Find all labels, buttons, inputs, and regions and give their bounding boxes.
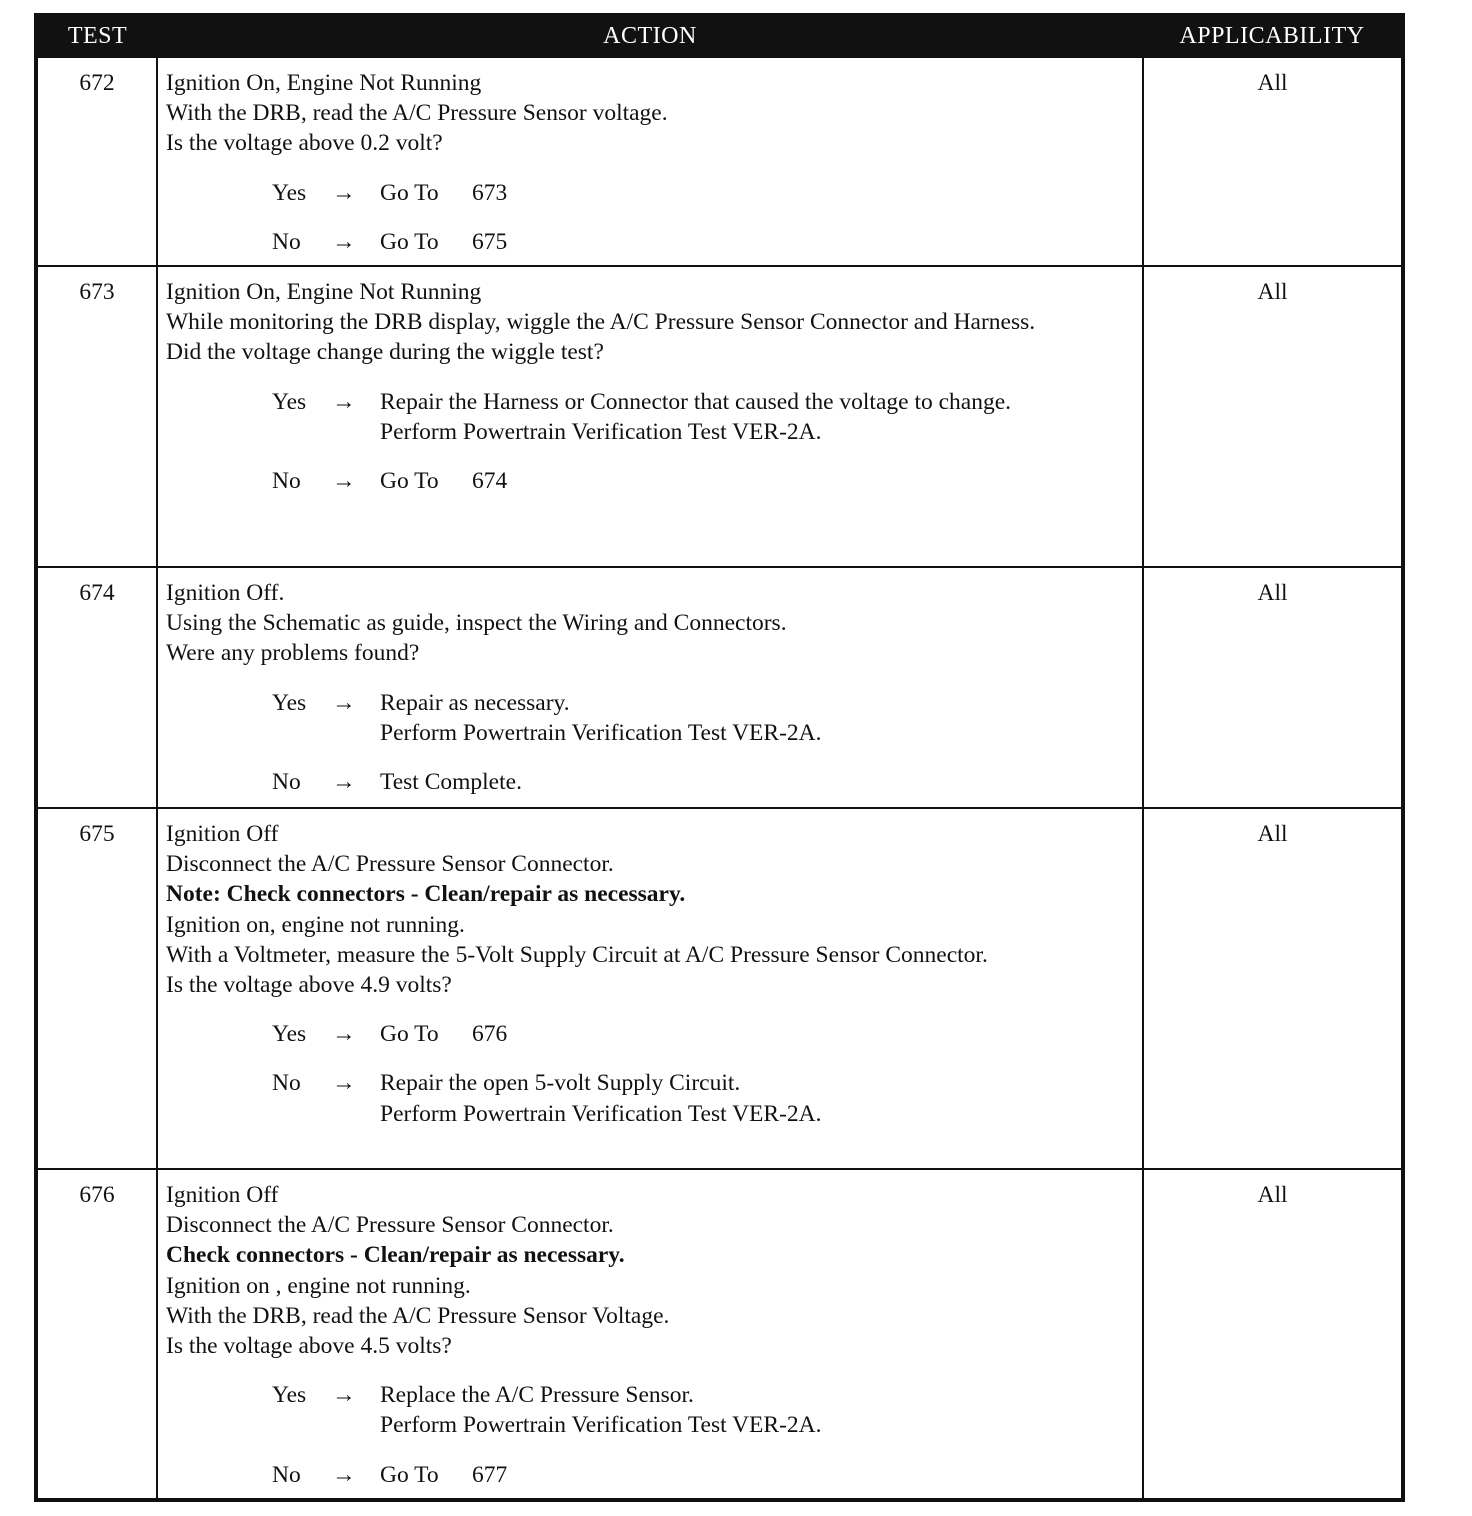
- note-line: Check connectors - Clean/repair as necessary.: [166, 1242, 625, 1269]
- action-line: Ignition Off: [166, 821, 279, 848]
- table-row: [36, 57, 1403, 266]
- test-number: 676: [36, 1169, 157, 1500]
- table-row: [36, 808, 1403, 1169]
- goto-value: 673: [472, 179, 508, 206]
- branch-text: Repair the open 5-volt Supply Circuit.: [380, 1070, 741, 1097]
- applicability-value: All: [1143, 808, 1403, 1169]
- branch-text: Perform Powertrain Verification Test VER-2A.: [380, 1100, 822, 1127]
- header-test: TEST: [36, 15, 157, 57]
- action-cell: [157, 266, 1143, 567]
- branch-no: [166, 1068, 1134, 1128]
- action-cell: [157, 808, 1143, 1169]
- branch-yes: [166, 688, 1134, 748]
- branch-answer: No: [272, 1461, 301, 1488]
- branch-yes: [166, 387, 1134, 447]
- branch-yes: [166, 1380, 1134, 1440]
- action-line: Is the voltage above 0.2 volt?: [166, 130, 443, 157]
- note-line: Note: Check connectors - Clean/repair as necessary.: [166, 881, 686, 908]
- branch-text: Perform Powertrain Verification Test VER-2A.: [380, 1412, 822, 1439]
- goto-target: [380, 178, 1134, 208]
- test-number: 672: [36, 57, 157, 266]
- goto-target: [380, 466, 1134, 496]
- action-line: Ignition Off.: [166, 580, 285, 607]
- table-row: [36, 567, 1403, 808]
- header-action: ACTION: [157, 15, 1143, 57]
- arrow-icon: →: [332, 1021, 356, 1048]
- branch-text: Perform Powertrain Verification Test VER-2A.: [380, 418, 822, 445]
- applicability-value: All: [1143, 57, 1403, 266]
- action-line: Did the voltage change during the wiggle test?: [166, 339, 604, 366]
- arrow-icon: →: [332, 388, 356, 415]
- action-line: Ignition on, engine not running.: [166, 911, 465, 938]
- applicability-value: All: [1143, 1169, 1403, 1500]
- branch-yes: [166, 1019, 1134, 1049]
- action-line: With the DRB, read the A/C Pressure Sensor voltage.: [166, 100, 668, 127]
- goto-label: Go To: [380, 1021, 439, 1048]
- branch-body: [380, 1380, 1134, 1440]
- branch-no: [166, 767, 1134, 797]
- branch-body: [380, 767, 1134, 797]
- branch-text: Test Complete.: [380, 769, 522, 796]
- action-cell: [157, 57, 1143, 266]
- branch-answer: No: [272, 228, 301, 255]
- arrow-icon: →: [332, 468, 356, 495]
- branch-no: [166, 466, 1134, 496]
- goto-label: Go To: [380, 1461, 439, 1488]
- action-cell: [157, 1169, 1143, 1500]
- table-row: [36, 266, 1403, 567]
- test-number: 674: [36, 567, 157, 808]
- goto-target: [380, 227, 1134, 257]
- branch-answer: No: [272, 1070, 301, 1097]
- branch-answer: No: [272, 468, 301, 495]
- arrow-icon: →: [332, 228, 356, 255]
- applicability-value: All: [1143, 567, 1403, 808]
- branch-text: Repair as necessary.: [380, 689, 570, 716]
- arrow-icon: →: [332, 179, 356, 206]
- arrow-icon: →: [332, 1382, 356, 1409]
- branch-answer: Yes: [272, 388, 307, 415]
- diagnostic-test-table: [34, 13, 1405, 1502]
- action-line: With the DRB, read the A/C Pressure Sensor Voltage.: [166, 1302, 670, 1329]
- branch-text: Repair the Harness or Connector that caused the voltage to change.: [380, 388, 1012, 415]
- table-header-row: [36, 15, 1403, 57]
- branch-body: [380, 1068, 1134, 1128]
- action-line: Ignition On, Engine Not Running: [166, 70, 482, 96]
- branch-answer: Yes: [272, 179, 307, 206]
- action-line: Is the voltage above 4.9 volts?: [166, 972, 452, 999]
- action-line: Using the Schematic as guide, inspect the Wiring and Connectors.: [166, 610, 787, 637]
- goto-value: 674: [472, 468, 508, 495]
- branch-answer: Yes: [272, 689, 307, 716]
- goto-value: 676: [472, 1021, 508, 1048]
- test-number: 673: [36, 266, 157, 567]
- arrow-icon: →: [332, 769, 356, 796]
- action-line: Disconnect the A/C Pressure Sensor Connector.: [166, 1212, 614, 1239]
- goto-value: 677: [472, 1461, 508, 1488]
- test-number: 675: [36, 808, 157, 1169]
- branch-text: Perform Powertrain Verification Test VER-2A.: [380, 719, 822, 746]
- action-cell: [157, 567, 1143, 808]
- applicability-value: All: [1143, 266, 1403, 567]
- action-line: Ignition On, Engine Not Running: [166, 279, 482, 306]
- branch-text: Replace the A/C Pressure Sensor.: [380, 1382, 694, 1409]
- goto-label: Go To: [380, 468, 439, 495]
- action-line: Ignition Off: [166, 1182, 279, 1209]
- arrow-icon: →: [332, 689, 356, 716]
- goto-label: Go To: [380, 179, 439, 206]
- branch-yes: [166, 178, 1134, 208]
- action-line: While monitoring the DRB display, wiggle the A/C Pressure Sensor Connector and Harness.: [166, 309, 1036, 336]
- branch-no: [166, 227, 1134, 257]
- action-line: Ignition on , engine not running.: [166, 1272, 471, 1299]
- action-line: With a Voltmeter, measure the 5-Volt Supply Circuit at A/C Pressure Sensor Connector.: [166, 941, 988, 968]
- header-applicability: APPLICABILITY: [1143, 15, 1403, 57]
- branch-no: [166, 1460, 1134, 1490]
- branch-body: [380, 387, 1134, 447]
- goto-target: [380, 1019, 1134, 1049]
- goto-label: Go To: [380, 228, 439, 255]
- table-row: [36, 1169, 1403, 1500]
- branch-body: [380, 688, 1134, 748]
- goto-target: [380, 1460, 1134, 1490]
- action-line: Were any problems found?: [166, 640, 420, 667]
- goto-value: 675: [472, 228, 508, 255]
- branch-answer: No: [272, 769, 301, 796]
- action-line: Is the voltage above 4.5 volts?: [166, 1333, 452, 1360]
- arrow-icon: →: [332, 1070, 356, 1097]
- arrow-icon: →: [332, 1461, 356, 1488]
- action-line: Disconnect the A/C Pressure Sensor Connector.: [166, 851, 614, 878]
- branch-answer: Yes: [272, 1382, 307, 1409]
- branch-answer: Yes: [272, 1021, 307, 1048]
